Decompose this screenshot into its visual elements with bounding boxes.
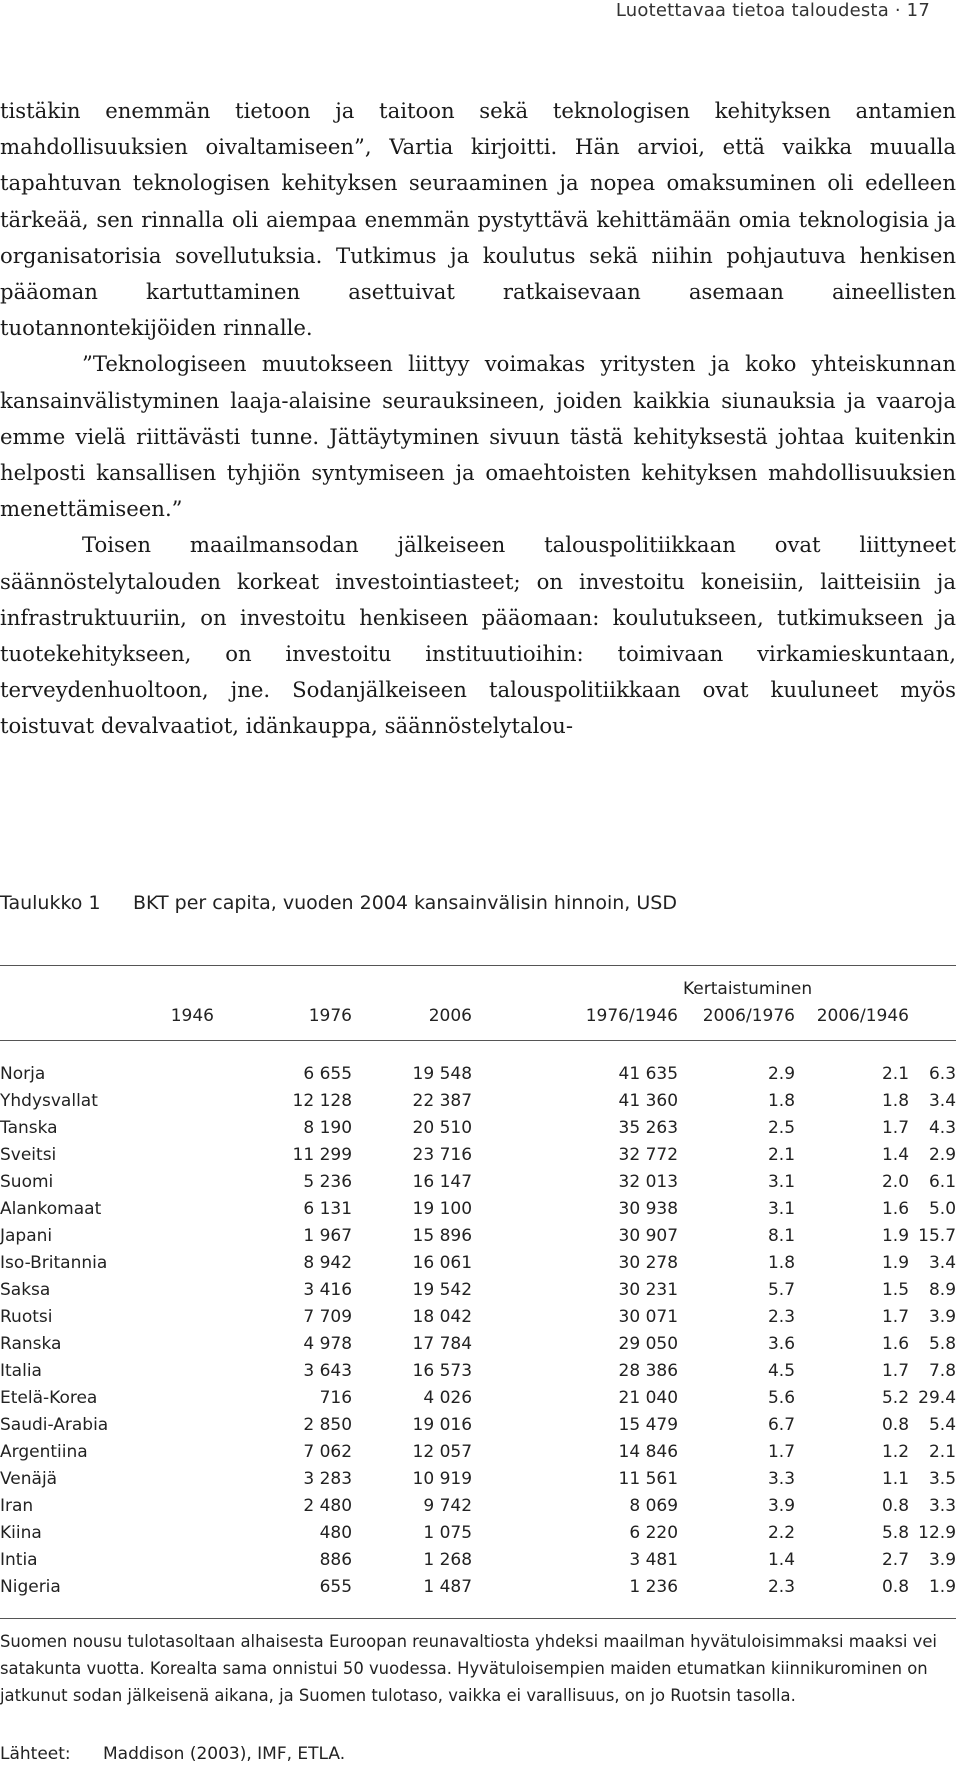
cell-gdp-2006: 41 360 [618,1090,679,1111]
cell-ratio-1976-1946: 2.3 [767,1576,796,1597]
cell-ratio-1976-1946: 3.1 [767,1171,796,1192]
cell-country: Japani [0,1225,53,1246]
cell-gdp-1976: 10 919 [412,1468,473,1489]
cell-gdp-1976: 23 716 [412,1144,473,1165]
cell-gdp-1946: 3 283 [303,1468,353,1489]
cell-ratio-2006-1946: 7.8 [928,1360,957,1381]
cell-gdp-2006: 3 481 [629,1549,679,1570]
cell-gdp-1976: 1 487 [423,1576,473,1597]
table-row [0,1438,956,1465]
cell-gdp-1946: 655 [319,1576,353,1597]
cell-ratio-2006-1946: 6.1 [928,1171,957,1192]
cell-ratio-2006-1946: 29.4 [918,1387,957,1408]
cell-country: Saudi-Arabia [0,1414,109,1435]
table-row [0,1519,956,1546]
cell-country: Saksa [0,1279,51,1300]
cell-gdp-1946: 3 643 [303,1360,353,1381]
cell-ratio-2006-1946: 3.9 [928,1306,957,1327]
cell-ratio-1976-1946: 3.1 [767,1198,796,1219]
cell-ratio-2006-1976: 1.7 [881,1306,910,1327]
table-row [0,1222,956,1249]
sources-text: Maddison (2003), IMF, ETLA. [103,1744,346,1764]
cell-gdp-1976: 19 542 [412,1279,473,1300]
cell-country: Norja [0,1063,46,1084]
table-row [0,1060,956,1087]
cell-gdp-2006: 14 846 [618,1441,679,1462]
col-header-1946: 1946 [170,1006,214,1026]
cell-ratio-2006-1946: 4.3 [928,1117,957,1138]
cell-ratio-2006-1946: 1.9 [928,1576,957,1597]
cell-ratio-1976-1946: 1.4 [767,1549,796,1570]
table-row [0,1114,956,1141]
cell-gdp-1976: 18 042 [412,1306,473,1327]
cell-ratio-2006-1976: 1.5 [881,1279,910,1300]
table-row [0,1330,956,1357]
cell-country: Suomi [0,1171,54,1192]
cell-country: Venäjä [0,1468,58,1489]
cell-gdp-1976: 4 026 [423,1387,473,1408]
table-body [0,1060,956,1600]
cell-ratio-1976-1946: 6.7 [767,1414,796,1435]
cell-gdp-1946: 2 480 [303,1495,353,1516]
cell-gdp-1946: 8 190 [303,1117,353,1138]
cell-gdp-1946: 5 236 [303,1171,353,1192]
cell-gdp-1946: 480 [319,1522,353,1543]
cell-ratio-2006-1976: 2.7 [881,1549,910,1570]
gdp-table [0,1060,956,1600]
table-row [0,1087,956,1114]
cell-gdp-2006: 32 772 [618,1144,679,1165]
paragraph-2-quote: ”Teknologiseen muutokseen liittyy voimakas yritysten ja koko yhteiskunnan kansainvälistyminen laaja-alaisine seurauksineen, joiden kaikkia siunauksia ja vaaroja emme vielä riittävästi tunne. Jättäytyminen sivuun tästä kehityksestä johtaa kuitenkin helposti kansallisen tyhjiön syntymiseen ja omaehtoisten kehityksen mahdollisuuksien menettämiseen.” [0,351,956,522]
table-row [0,1357,956,1384]
cell-ratio-2006-1946: 5.0 [928,1198,957,1219]
cell-gdp-2006: 30 071 [618,1306,679,1327]
cell-ratio-2006-1946: 3.9 [928,1549,957,1570]
table-row [0,1384,956,1411]
cell-ratio-2006-1976: 2.1 [881,1063,910,1084]
paragraph-3: Toisen maailmansodan jälkeiseen talouspolitiikkaan ovat liittyneet säännöstelytalouden korkeat investointiasteet; on investoitu koneisiin, laitteisiin ja infrastruktuuriin, on investoitu henkiseen pääomaan: koulutukseen, tutkimukseen ja tuotekehitykseen, on investoitu instituutioihin: toimivaan virkamieskuntaan, terveydenhuoltoon, jne. Sodanjälkeiseen talouspolitiikkaan ovat kuuluneet myös toistuvat devalvaatiot, idänkauppa, säännöstelytalou- [0,532,956,739]
cell-country: Ruotsi [0,1306,53,1327]
cell-ratio-2006-1946: 2.1 [928,1441,957,1462]
running-head: Luotettavaa tietoa taloudesta · 17 [615,0,930,21]
cell-country: Yhdysvallat [0,1090,98,1111]
cell-ratio-1976-1946: 5.7 [767,1279,796,1300]
table-row [0,1546,956,1573]
cell-gdp-1946: 2 850 [303,1414,353,1435]
cell-ratio-1976-1946: 3.3 [767,1468,796,1489]
group-header-kertaistuminen: Kertaistuminen [683,979,813,999]
cell-ratio-2006-1976: 1.8 [881,1090,910,1111]
col-header-1976: 1976 [308,1006,352,1026]
cell-ratio-1976-1946: 2.3 [767,1306,796,1327]
cell-gdp-1976: 19 100 [412,1198,473,1219]
cell-gdp-2006: 21 040 [618,1387,679,1408]
cell-ratio-2006-1946: 2.9 [928,1144,957,1165]
col-header-1976-1946: 1976/1946 [585,1006,678,1026]
cell-gdp-1946: 8 942 [303,1252,353,1273]
cell-gdp-1976: 16 147 [412,1171,473,1192]
cell-ratio-2006-1946: 12.9 [918,1522,957,1543]
cell-gdp-1976: 19 548 [412,1063,473,1084]
cell-gdp-2006: 15 479 [618,1414,679,1435]
cell-gdp-1976: 16 573 [412,1360,473,1381]
cell-ratio-2006-1976: 1.9 [881,1225,910,1246]
cell-country: Kiina [0,1522,42,1543]
cell-gdp-2006: 11 561 [618,1468,679,1489]
cell-gdp-2006: 32 013 [618,1171,679,1192]
cell-ratio-1976-1946: 3.9 [767,1495,796,1516]
cell-gdp-2006: 8 069 [629,1495,679,1516]
cell-ratio-2006-1976: 1.1 [881,1468,910,1489]
cell-ratio-2006-1946: 6.3 [928,1063,957,1084]
cell-gdp-2006: 28 386 [618,1360,679,1381]
cell-gdp-1946: 3 416 [303,1279,353,1300]
cell-ratio-2006-1946: 3.4 [928,1252,957,1273]
col-header-2006-1976: 2006/1976 [702,1006,795,1026]
cell-gdp-2006: 30 938 [618,1198,679,1219]
table-row [0,1465,956,1492]
cell-country: Tanska [0,1117,58,1138]
cell-gdp-2006: 30 231 [618,1279,679,1300]
table-row [0,1411,956,1438]
cell-ratio-1976-1946: 5.6 [767,1387,796,1408]
cell-ratio-2006-1946: 8.9 [928,1279,957,1300]
cell-ratio-2006-1976: 5.8 [881,1522,910,1543]
cell-country: Italia [0,1360,42,1381]
col-header-2006-1946: 2006/1946 [816,1006,909,1026]
cell-gdp-1946: 7 709 [303,1306,353,1327]
cell-gdp-1976: 16 061 [412,1252,473,1273]
cell-gdp-2006: 30 278 [618,1252,679,1273]
cell-ratio-2006-1946: 3.3 [928,1495,957,1516]
cell-ratio-1976-1946: 3.6 [767,1333,796,1354]
table-row [0,1195,956,1222]
table-note: Suomen nousu tulotasoltaan alhaisesta Euroopan reunavaltiosta yhdeksi maailman hyvätuloisimmaksi maaksi vei satakunta vuotta. Korealta sama onnistui 50 vuodessa. Hyvätuloisempien maiden etumatkan kiinnikurominen on jatkunut sodan jälkeisenä aikana, ja Suomen tulotaso, vaikka ei varallisuus, on jo Ruotsin tasolla. [0,1632,937,1705]
cell-gdp-1976: 19 016 [412,1414,473,1435]
cell-ratio-1976-1946: 8.1 [767,1225,796,1246]
cell-gdp-1976: 22 387 [412,1090,473,1111]
cell-ratio-2006-1946: 15.7 [918,1225,957,1246]
cell-gdp-1946: 4 978 [303,1333,353,1354]
table-row [0,1492,956,1519]
cell-ratio-2006-1976: 0.8 [881,1495,910,1516]
cell-ratio-2006-1946: 5.4 [928,1414,957,1435]
cell-gdp-2006: 35 263 [618,1117,679,1138]
table-header-rule [0,1040,956,1041]
cell-ratio-1976-1946: 2.5 [767,1117,796,1138]
cell-ratio-1976-1946: 1.8 [767,1252,796,1273]
sources-label: Lähteet: [0,1744,71,1764]
cell-country: Alankomaat [0,1198,102,1219]
table-row [0,1168,956,1195]
cell-ratio-2006-1976: 1.2 [881,1441,910,1462]
cell-ratio-2006-1946: 3.4 [928,1090,957,1111]
cell-country: Ranska [0,1333,62,1354]
cell-ratio-1976-1946: 2.2 [767,1522,796,1543]
cell-gdp-1946: 12 128 [292,1090,353,1111]
cell-gdp-1946: 11 299 [292,1144,353,1165]
cell-gdp-1946: 886 [319,1549,353,1570]
table-row [0,1303,956,1330]
cell-ratio-2006-1946: 5.8 [928,1333,957,1354]
cell-ratio-2006-1976: 1.6 [881,1333,910,1354]
cell-ratio-1976-1946: 2.1 [767,1144,796,1165]
cell-ratio-1976-1946: 1.8 [767,1090,796,1111]
cell-gdp-1946: 716 [319,1387,353,1408]
table-row [0,1249,956,1276]
cell-gdp-1946: 6 131 [303,1198,353,1219]
cell-gdp-1946: 1 967 [303,1225,353,1246]
cell-gdp-1976: 15 896 [412,1225,473,1246]
cell-ratio-2006-1976: 1.7 [881,1360,910,1381]
cell-gdp-1946: 7 062 [303,1441,353,1462]
cell-country: Argentiina [0,1441,88,1462]
cell-country: Sveitsi [0,1144,57,1165]
cell-gdp-1946: 6 655 [303,1063,353,1084]
cell-ratio-1976-1946: 1.7 [767,1441,796,1462]
cell-gdp-1976: 1 268 [423,1549,473,1570]
cell-ratio-2006-1976: 1.9 [881,1252,910,1273]
cell-ratio-2006-1976: 0.8 [881,1414,910,1435]
cell-gdp-1976: 9 742 [423,1495,473,1516]
cell-country: Iran [0,1495,34,1516]
cell-ratio-2006-1976: 1.7 [881,1117,910,1138]
cell-ratio-1976-1946: 2.9 [767,1063,796,1084]
cell-ratio-2006-1976: 0.8 [881,1576,910,1597]
cell-gdp-2006: 30 907 [618,1225,679,1246]
cell-gdp-1976: 20 510 [412,1117,473,1138]
col-header-2006: 2006 [428,1006,472,1026]
cell-ratio-1976-1946: 4.5 [767,1360,796,1381]
cell-ratio-2006-1976: 2.0 [881,1171,910,1192]
cell-gdp-2006: 6 220 [629,1522,679,1543]
cell-country: Iso-Britannia [0,1252,108,1273]
cell-ratio-2006-1946: 3.5 [928,1468,957,1489]
cell-gdp-2006: 29 050 [618,1333,679,1354]
table-row [0,1276,956,1303]
cell-gdp-1976: 1 075 [423,1522,473,1543]
cell-ratio-2006-1976: 5.2 [881,1387,910,1408]
cell-ratio-2006-1976: 1.6 [881,1198,910,1219]
cell-gdp-1976: 12 057 [412,1441,473,1462]
body-text [0,93,956,745]
table-row [0,1573,956,1600]
cell-country: Nigeria [0,1576,61,1597]
cell-ratio-2006-1976: 1.4 [881,1144,910,1165]
table-title: BKT per capita, vuoden 2004 kansainvälisin hinnoin, USD [133,892,677,914]
cell-gdp-1976: 17 784 [412,1333,473,1354]
paragraph-1: tistäkin enemmän tietoon ja taitoon sekä teknologisen kehityksen antamien mahdollisuuksien oivaltamiseen”, Vartia kirjoitti. Hän arvioi, että vaikka muualla tapahtuvan teknologisen kehityksen seuraaminen ja nopea omaksuminen oli edelleen tärkeää, sen rinnalla oli aiempaa enemmän pystyttävä kehittämään omia teknologisia ja organisatorisia sovellutuksia. Tutkimus ja koulutus sekä niihin pohjautuva henkisen pääoman kartuttaminen asettuivat ratkaisevaan asemaan aineellisten tuotannontekijöiden rinnalle. [0,98,956,341]
cell-country: Etelä-Korea [0,1387,98,1408]
table-top-rule [0,965,956,966]
table-label: Taulukko 1 [0,892,101,914]
cell-country: Intia [0,1549,38,1570]
cell-gdp-2006: 1 236 [629,1576,679,1597]
table-bottom-rule [0,1618,956,1619]
table-row [0,1141,956,1168]
cell-gdp-2006: 41 635 [618,1063,679,1084]
